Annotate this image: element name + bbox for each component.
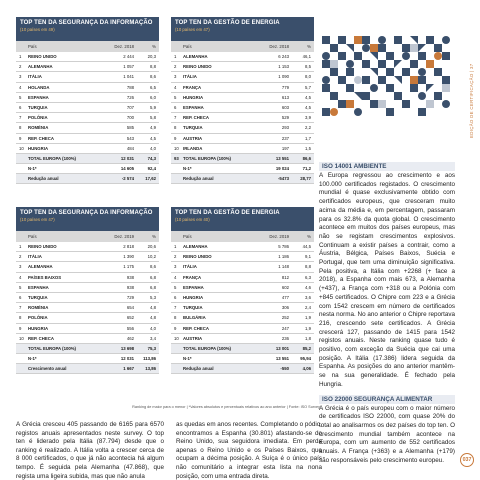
row-value: 707 <box>126 105 134 111</box>
row-country: HUNGRIA <box>183 295 204 301</box>
column-headers <box>16 231 159 242</box>
row-country: REP. CHECA <box>183 115 209 121</box>
table-infosec-2019 <box>16 207 159 374</box>
row-pct: 8,0 <box>305 74 311 80</box>
table-row <box>16 52 159 62</box>
row-pct: 9,1 <box>305 254 311 260</box>
n1-row <box>171 354 314 364</box>
row-country: BULGÁRIA <box>183 315 206 321</box>
n1-pct: 71,2 <box>302 166 311 172</box>
row-rank: 5 <box>174 94 177 100</box>
total-pct: 85,2 <box>302 345 311 351</box>
row-value: 1 148 <box>278 264 289 270</box>
table-row <box>16 93 159 103</box>
row-country: REP. CHECA <box>183 325 209 331</box>
body-text-col1: A Grécia cresceu 405 passando de 6165 para 6570 registos anuais apresentados neste survey. O top ten é liderado pela Itália (87.794) desde que o ranking é realizado. A Itália volta a crescer cerca de 8 000 certificados, o que já não acontecia há algum tempo. É seguida pela Alemanha (47.868), que regista uma ligeira subida, mas que não anula <box>16 421 164 480</box>
total-label: TOTAL EUROPA (100%) <box>183 345 231 351</box>
row-value: 1 041 <box>123 74 134 80</box>
row-pct: 8,6 <box>150 74 156 80</box>
table-row <box>16 283 159 293</box>
table-row <box>16 72 159 82</box>
body-text-col2: as quedas em anos recentes. Completando o pódio, encontramos a Espanha (30.801) afastando-se do Reino Unido, sua seguidora imediata. Em perda apenas o Reino Unido e os Países Baixos, que ocupam a décima posição. A Suíça é o único país não comunitário a integrar esta lista na nona posição, com uma entrada direta. <box>176 421 322 480</box>
row-value: 1 153 <box>278 64 289 70</box>
n1-row <box>16 164 159 174</box>
table-energy-2019 <box>171 207 314 374</box>
row-value: 603 <box>281 105 289 111</box>
total-value: 13 698 <box>120 345 134 351</box>
table-row <box>171 103 314 113</box>
row-value: 779 <box>281 84 289 90</box>
table-row <box>171 252 314 262</box>
row-rank: 6 <box>174 295 177 301</box>
table-footnote: Ranking de maior para o menor | *Valores absolutos e percentuais relativos ao ano anterior | Fonte: ISO Survey <box>132 405 320 409</box>
table-row <box>171 93 314 103</box>
row-pct: 8,6 <box>150 264 156 270</box>
n1-value: 19 024 <box>275 166 289 172</box>
table-row <box>16 334 159 344</box>
change-row <box>16 364 159 374</box>
change-pct: 17,62 <box>145 176 156 182</box>
row-rank: 8 <box>174 315 177 321</box>
row-country: PAÍSES BAIXOS <box>28 274 62 280</box>
row-pct: 5,3 <box>150 295 156 301</box>
col-value: Dez. 2018 <box>269 44 289 49</box>
row-rank: 9 <box>174 135 177 141</box>
col-value: Dez. 2018 <box>114 44 134 49</box>
total-pct: 75,3 <box>147 345 156 351</box>
row-country: HOLANDA <box>28 84 50 90</box>
page-number: 037 <box>460 453 474 467</box>
table-row <box>16 262 159 272</box>
row-rank: 9 <box>19 325 22 331</box>
table-row <box>171 273 314 283</box>
row-pct: 6,0 <box>150 94 156 100</box>
table-title: TOP TEN DA SEGURANÇA DA INFORMAÇÃO <box>20 210 153 216</box>
row-value: 306 <box>281 305 289 311</box>
table-row <box>16 324 159 334</box>
row-pct: 1,9 <box>305 315 311 321</box>
row-rank: 1 <box>19 244 22 250</box>
n1-row <box>171 164 314 174</box>
table-row <box>171 262 314 272</box>
section-heading-iso14001: ISO 14001 AMBIENTE <box>319 162 455 171</box>
row-pct: 4,5 <box>305 105 311 111</box>
row-rank: 2 <box>174 254 177 260</box>
section-text-iso22000: A Grécia é o país europeu com o maior número de certificados ISO 22000, com quase 20% do total ao analisarmos os dez países do top ten. O crescimento mundial também acontece na Europa, com um aumento de 552 certificados anuais. A França (+363) e a Alemanha (+179) são responsáveis pelo crescimento europeu. <box>319 404 455 464</box>
row-country: ROMÉNIA <box>28 305 49 311</box>
row-value: 236 <box>281 335 289 341</box>
row-value: 247 <box>281 325 289 331</box>
change-row <box>16 174 159 184</box>
table-row <box>171 242 314 252</box>
row-value: 585 <box>126 125 134 131</box>
table-row <box>16 83 159 93</box>
change-label: Redução anual <box>28 176 59 182</box>
table-title: TOP TEN DA GESTÃO DE ENERGIA <box>175 210 280 216</box>
row-pct: 4,0 <box>150 325 156 331</box>
table-row <box>171 123 314 133</box>
row-rank: 4 <box>174 84 177 90</box>
row-rank: 5 <box>19 284 22 290</box>
row-value: 293 <box>281 125 289 131</box>
change-value: -550 <box>280 366 289 372</box>
row-country: ROMÉNIA <box>28 125 49 131</box>
row-value: 938 <box>126 284 134 290</box>
row-value: 477 <box>281 295 289 301</box>
total-label: TOTAL EUROPA (100%) <box>28 345 76 351</box>
row-value: 5 786 <box>278 244 289 250</box>
row-rank: 2 <box>19 254 22 260</box>
row-pct: 20,6 <box>147 244 156 250</box>
row-country: REINO UNIDO <box>28 54 57 60</box>
table-row <box>171 62 314 72</box>
row-pct: 1,9 <box>305 325 311 331</box>
row-country: ITÁLIA <box>28 74 42 80</box>
n1-pct: 113,86 <box>143 356 156 362</box>
table-row <box>16 242 159 252</box>
n1-pct: 92,4 <box>147 166 156 172</box>
row-rank: 3 <box>19 264 22 270</box>
table-row <box>171 72 314 82</box>
row-country: FRANÇA <box>183 84 202 90</box>
row-rank: 8 <box>174 125 177 131</box>
row-country: ESPANHA <box>183 105 204 111</box>
table-row <box>16 313 159 323</box>
row-pct: 3,6 <box>305 295 311 301</box>
row-pct: 46,1 <box>302 54 311 60</box>
change-label: Redução anual <box>183 176 214 182</box>
row-rank: 10 <box>19 145 24 151</box>
row-country: AUSTRIA <box>183 335 203 341</box>
row-rank: 1 <box>174 244 177 250</box>
row-rank: 1 <box>174 54 177 60</box>
row-country: ALEMANHA <box>183 54 208 60</box>
table-row <box>16 103 159 113</box>
table-row <box>16 303 159 313</box>
row-pct: 4,0 <box>150 145 156 151</box>
row-rank: 4 <box>174 274 177 280</box>
col-country: País <box>183 234 192 239</box>
row-rank: 6 <box>174 105 177 111</box>
row-country: REP. CHECA <box>28 135 54 141</box>
row-country: ESPANHA <box>28 94 49 100</box>
table-row <box>16 123 159 133</box>
n1-pct: 95,94 <box>300 356 311 362</box>
row-pct: 1,5 <box>305 145 311 151</box>
row-rank: 5 <box>19 94 22 100</box>
row-value: 613 <box>281 94 289 100</box>
row-country: REINO UNIDO <box>183 254 212 260</box>
row-pct: 4,8 <box>150 315 156 321</box>
change-pct: 13,86 <box>145 366 156 372</box>
row-value: 252 <box>281 315 289 321</box>
column-headers <box>171 231 314 242</box>
row-pct: 8,8 <box>150 64 156 70</box>
table-row <box>16 62 159 72</box>
row-value: 938 <box>126 274 134 280</box>
row-pct: 5,8 <box>150 115 156 121</box>
row-value: 543 <box>126 135 134 141</box>
row-rank: 9 <box>174 325 177 331</box>
col-country: País <box>28 234 37 239</box>
row-rank: 7 <box>19 305 22 311</box>
table-row <box>16 252 159 262</box>
section-heading-iso22000: ISO 22000 SEGURANÇA ALIMENTAR <box>319 395 455 404</box>
row-country: TURQUIA <box>28 295 48 301</box>
table-subtitle: (10 países em 49) <box>20 27 55 32</box>
n1-value: 12 031 <box>120 356 134 362</box>
row-country: POLÓNIA <box>28 315 48 321</box>
row-country: TURQUIA <box>28 105 48 111</box>
table-row <box>16 134 159 144</box>
change-label: Crescimento anual <box>28 366 67 372</box>
table-subtitle: (10 países em 47) <box>20 217 55 222</box>
col-country: País <box>28 44 37 49</box>
n1-value: 13 551 <box>275 356 289 362</box>
row-pct: 6,8 <box>150 274 156 280</box>
col-pct: % <box>152 234 156 239</box>
n1-label: N-1* <box>28 356 37 362</box>
row-country: REINO UNIDO <box>28 244 57 250</box>
table-row <box>171 52 314 62</box>
table-subtitle: (10 países em 40) <box>175 217 210 222</box>
total-row <box>16 344 159 354</box>
row-rank: 6 <box>19 105 22 111</box>
n1-label: N-1* <box>183 166 192 172</box>
total-row <box>171 154 314 164</box>
row-country: HUNGRIA <box>183 94 204 100</box>
row-rank: 3 <box>174 264 177 270</box>
row-pct: 4,6 <box>305 284 311 290</box>
row-country: ITÁLIA <box>183 264 197 270</box>
change-label: Redução anual <box>183 366 214 372</box>
row-value: 1 090 <box>278 74 289 80</box>
row-pct: 4,5 <box>305 94 311 100</box>
table-row <box>16 293 159 303</box>
row-country: ALEMANHA <box>183 244 208 250</box>
row-value: 700 <box>126 115 134 121</box>
decorative-pattern <box>322 36 450 116</box>
col-country: País <box>183 44 192 49</box>
row-pct: 3,4 <box>150 335 156 341</box>
row-country: HUNGRIA <box>28 145 49 151</box>
vertical-running-header <box>461 48 474 138</box>
change-row <box>171 174 314 184</box>
row-rank: 1 <box>19 54 22 60</box>
row-rank: 4 <box>19 84 22 90</box>
table-header <box>16 17 159 41</box>
col-pct: % <box>152 44 156 49</box>
row-country: POLÓNIA <box>28 115 48 121</box>
total-row <box>171 344 314 354</box>
row-pct: 6,3 <box>305 274 311 280</box>
row-rank: 5 <box>174 284 177 290</box>
row-country: TURQUIA <box>183 125 203 131</box>
row-value: 484 <box>126 145 134 151</box>
table-rows <box>171 242 314 344</box>
row-rank: 10 <box>174 335 179 341</box>
table-rows <box>16 242 159 344</box>
row-value: 1 175 <box>123 264 134 270</box>
row-value: 2 818 <box>123 244 134 250</box>
table-row <box>171 324 314 334</box>
change-pct: 28,77 <box>300 176 311 182</box>
row-country: AUSTRIA <box>183 135 203 141</box>
row-value: 2 444 <box>123 54 134 60</box>
n1-value: 14 605 <box>120 166 134 172</box>
table-row <box>16 144 159 154</box>
total-value: 13 551 <box>275 155 289 161</box>
table-row <box>171 134 314 144</box>
table-row <box>171 283 314 293</box>
row-rank: 7 <box>19 115 22 121</box>
row-country: ITÁLIA <box>28 254 42 260</box>
table-title: TOP TEN DA GESTÃO DE ENERGIA <box>175 20 280 26</box>
table-infosec-2018 <box>16 17 159 184</box>
table-subtitle: (10 países em 47) <box>175 27 210 32</box>
row-value: 729 <box>126 295 134 301</box>
row-value: 1 186 <box>278 254 289 260</box>
row-pct: 2,4 <box>305 305 311 311</box>
table-row <box>16 273 159 283</box>
table-rows <box>171 52 314 154</box>
row-country: ESPANHA <box>28 284 49 290</box>
table-header <box>16 207 159 231</box>
row-pct: 8,5 <box>305 64 311 70</box>
row-rank: 7 <box>174 115 177 121</box>
table-row <box>171 113 314 123</box>
table-row <box>16 113 159 123</box>
col-value: Dez. 2019 <box>114 234 134 239</box>
column-headers <box>171 41 314 52</box>
table-title: TOP TEN DA SEGURANÇA DA INFORMAÇÃO <box>20 20 153 26</box>
row-value: 812 <box>281 274 289 280</box>
row-pct: 10,2 <box>147 254 156 260</box>
total-value: 13 001 <box>275 345 289 351</box>
row-country: ALEMANHA <box>28 64 53 70</box>
row-value: 529 <box>281 115 289 121</box>
row-pct: 4,9 <box>150 125 156 131</box>
row-rank: 3 <box>174 74 177 80</box>
row-rank: 10 <box>174 145 179 151</box>
table-row <box>171 303 314 313</box>
change-value: -2 574 <box>121 176 134 182</box>
col-pct: % <box>307 44 311 49</box>
row-pct: 8,8 <box>305 264 311 270</box>
row-pct: 6,5 <box>150 84 156 90</box>
row-pct: 5,7 <box>305 84 311 90</box>
row-rank: 8 <box>19 315 22 321</box>
row-country: REP. CHECA <box>28 335 54 341</box>
total-pct: 74,3 <box>147 155 156 161</box>
table-row <box>171 293 314 303</box>
n1-row <box>16 354 159 364</box>
row-country: FRANÇA <box>183 274 202 280</box>
row-rank: 2 <box>174 64 177 70</box>
table-energy-2018 <box>171 17 314 184</box>
change-value: 1 667 <box>123 366 134 372</box>
table-header <box>171 207 314 231</box>
total-label: TOTAL EUROPA (100%) <box>28 155 76 161</box>
row-country: ESPANHA <box>183 284 204 290</box>
row-value: 1 057 <box>123 64 134 70</box>
row-value: 602 <box>281 284 289 290</box>
row-value: 556 <box>126 325 134 331</box>
row-value: 652 <box>126 315 134 321</box>
row-country: HUNGRIA <box>28 325 49 331</box>
total-rank: 93 <box>174 155 179 161</box>
change-row <box>171 364 314 374</box>
table-row <box>171 83 314 93</box>
row-rank: 4 <box>19 274 22 280</box>
total-pct: 86,6 <box>302 155 311 161</box>
row-pct: 1,7 <box>305 135 311 141</box>
table-rows <box>16 52 159 154</box>
column-headers <box>16 41 159 52</box>
table-row <box>171 334 314 344</box>
row-pct: 20,3 <box>147 54 156 60</box>
row-value: 462 <box>126 335 134 341</box>
total-row <box>16 154 159 164</box>
right-column <box>319 162 455 466</box>
change-value: -5473 <box>278 176 289 182</box>
n1-label: N-1* <box>28 166 37 172</box>
row-value: 654 <box>126 305 134 311</box>
total-value: 12 031 <box>120 155 134 161</box>
row-rank: 9 <box>19 135 22 141</box>
row-value: 197 <box>281 145 289 151</box>
vertical-label: EDIÇÃO DE CERTIFICAÇÃO | 37 <box>469 63 474 138</box>
row-country: IRLANDA <box>183 145 203 151</box>
col-pct: % <box>307 234 311 239</box>
n1-label: N-1* <box>183 356 192 362</box>
total-label: TOTAL EUROPA (100%) <box>183 155 231 161</box>
row-pct: 4,5 <box>150 135 156 141</box>
row-value: 726 <box>126 94 134 100</box>
row-pct: 4,8 <box>150 305 156 311</box>
row-rank: 10 <box>19 335 24 341</box>
row-value: 237 <box>281 135 289 141</box>
row-country: TURQUIA <box>183 305 203 311</box>
row-country: REINO UNIDO <box>183 64 212 70</box>
col-value: Dez. 2019 <box>269 234 289 239</box>
row-pct: 6,8 <box>150 284 156 290</box>
row-value: 1 390 <box>123 254 134 260</box>
row-rank: 7 <box>174 305 177 311</box>
row-pct: 44,5 <box>302 244 311 250</box>
change-pct: 4,06 <box>302 366 311 372</box>
table-header <box>171 17 314 41</box>
row-country: ITÁLIA <box>183 74 197 80</box>
table-row <box>171 313 314 323</box>
row-pct: 2,2 <box>305 125 311 131</box>
row-value: 788 <box>126 84 134 90</box>
row-rank: 2 <box>19 64 22 70</box>
table-row <box>171 144 314 154</box>
row-pct: 3,9 <box>305 115 311 121</box>
row-pct: 1,8 <box>305 335 311 341</box>
section-text-iso14001: A Europa regressou ao crescimento e aos 100.000 certificados registados. O crescimento mundial é quase exclusivamente obtido com certificados europeus, que cresceram muito acima da média e, em percentagem, passaram para os 32.8% da quota global. O crescimento acontece em muitos dos países europeus, mas não se registam crescimentos explosivos. Continuam a existir países a contrair, como a Áustria, Bélgica, Países Baixos, Suécia e Portugal, que tem uma diminuição significativa. Pela positiva, a Itália com +2268 (+ face a 2018), a Espanha com mais 673, a Alemanha (+437), a França com +318 ou a Polónia com +845 certificados. O Chipre com 223 e a Grécia com 1542 crescem em número de certificados nesta norma. No ano anterior o Chipre reportava 216, crescendo sete certificados. A Grécia crescerá 127, passando de 1415 para 1542 registos anuais. Neste ranking quase tudo é positivo, com exceção da Suécia que cai uma posição. A Itália (17.386) lidera seguida da Espanha. As posições do ano anterior mantêm-se na sua generalidade. É fechado pela Hungria. <box>319 172 455 388</box>
row-rank: 3 <box>19 74 22 80</box>
row-value: 6 243 <box>278 54 289 60</box>
row-rank: 6 <box>19 295 22 301</box>
row-country: ALEMANHA <box>28 264 53 270</box>
row-pct: 5,9 <box>150 105 156 111</box>
row-rank: 8 <box>19 125 22 131</box>
